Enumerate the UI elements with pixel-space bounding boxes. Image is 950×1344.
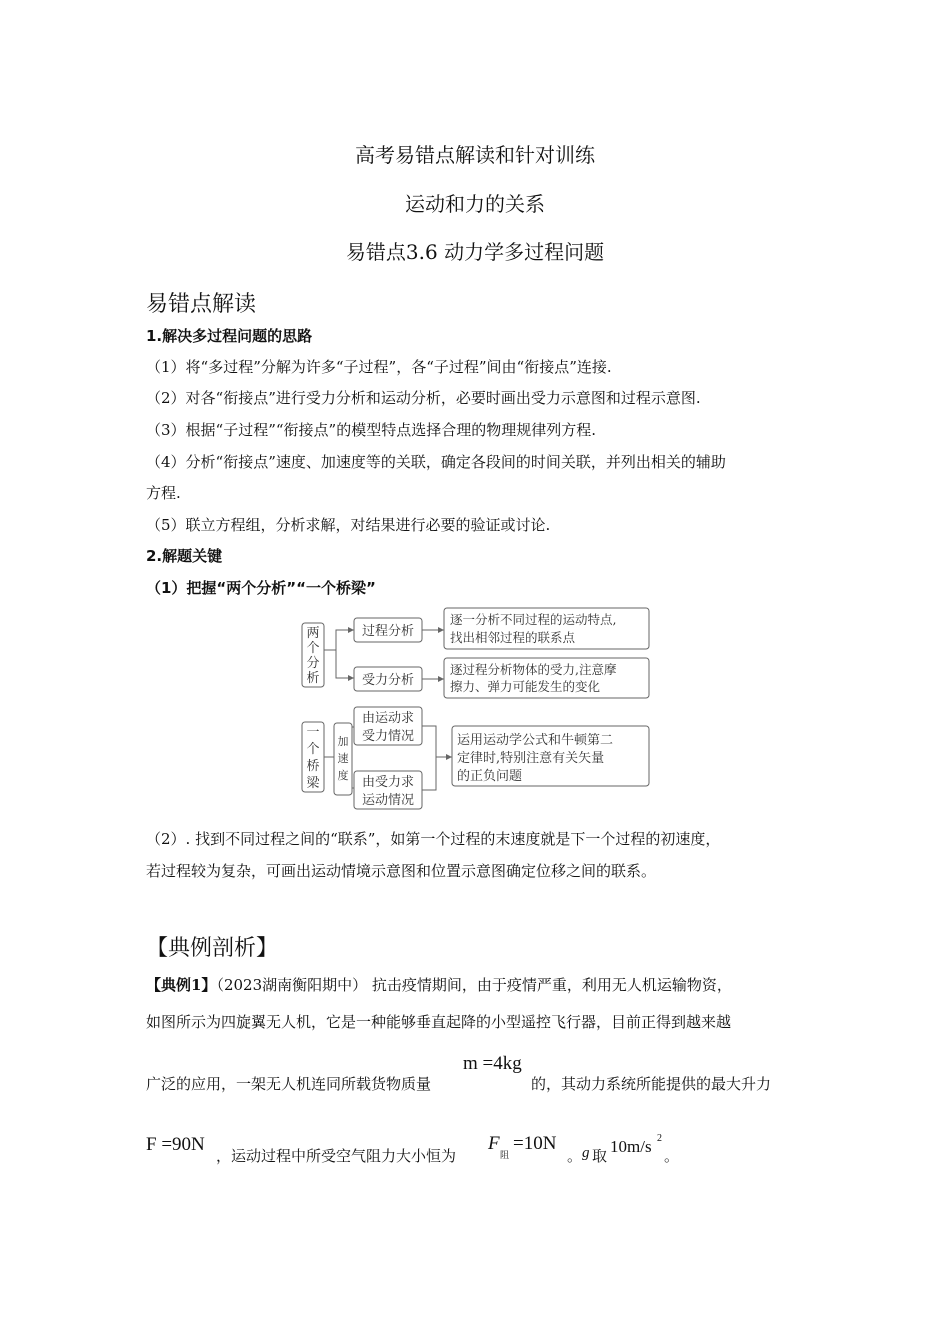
diagram-text: 逐过程分析物体的受力,注意摩 [450,662,617,677]
diagram-text: 梁 [306,776,320,791]
example-line [146,1073,431,1094]
example-text: ，运动过程中所受空气阻力大小恒为 [216,1147,457,1165]
mass-formula: m =4kg [463,1053,522,1074]
diagram-text: 析 [306,671,320,686]
diagram-text: 由受力求 [361,775,415,790]
diagram-text: 两 [306,626,320,641]
key-point-1: （1）把握“两个分析”“一个桥梁” [146,579,376,597]
example-text: 抗击疫情期间，由于疫情严重，利用无人机运输物资， [367,976,732,994]
example-text: 广泛的应用，一架无人机连同所载货物质量 [146,1075,432,1093]
diagram-text: 个 [306,641,320,656]
diagram-text: 受力分析 [361,673,415,688]
example-label: 【典例1】 [146,976,217,994]
diagram-text: 受力情况 [361,729,415,744]
key-point-2-continuation: 若过程较为复杂，可画出运动情境示意图和位置示意图确定位移之间的联系。 [146,862,657,880]
diagram-text: 个 [306,742,320,757]
doc-title: 高考易错点解读和针对训练 [355,143,595,167]
chapter-title: 运动和力的关系 [405,192,545,216]
list-item: （5）联立方程组，分析求解，对结果进行必要的验证或讨论. [146,516,551,534]
diagram-text: 分 [306,656,320,671]
section-heading-explanation: 易错点解读 [146,292,257,317]
diagram-text: 擦力、弹力可能发生的变化 [450,679,601,694]
diagram-text: 的正负问题 [457,769,523,784]
example-line [146,974,732,995]
drag-subscript: 阻 [500,1151,510,1161]
key-point-2: （2）. 找到不同过程之间的“联系”，如第一个过程的末速度就是下一个过程的初速度， [146,830,721,848]
topic-title: 易错点3.6 动力学多过程问题 [345,240,605,264]
example-source: （2023湖南衡阳期中） [216,976,368,994]
diagram-text: 桥 [306,759,320,774]
diagram-text: 运用运动学公式和牛顿第二 [457,733,614,748]
diagram-text: 由运动求 [361,711,415,726]
diagram-text: 找出相邻过程的联系点 [450,630,576,645]
example-text: 。 [664,1147,680,1165]
diagram-text: 逐一分析不同过程的运动特点, [450,612,617,627]
diagram-text: 过程分析 [361,624,415,639]
diagram-text: 运动情况 [361,793,415,808]
diagram-text: 加 [337,735,349,748]
g-symbol: g [582,1145,590,1161]
diagram-text: 定律时,特别注意有关矢量 [457,751,605,766]
diagram-text: 一 [306,725,320,740]
list-item-continuation: 方程. [146,484,181,502]
example-text: 取 [592,1147,608,1165]
g-value: 10m/s [610,1137,652,1156]
list-item: （2）对各“衔接点”进行受力分析和运动分析，必要时画出受力示意图和过程示意图. [146,389,701,407]
g-exponent: 2 [657,1133,662,1144]
analysis-bridge-diagram [300,605,656,815]
list-item: （3）根据“子过程”“衔接点”的模型特点选择合理的物理规律列方程. [146,421,596,439]
subheading-approach: 1.解决多过程问题的思路 [146,327,313,345]
drag-symbol: F [488,1133,500,1154]
list-item: （4）分析“衔接点”速度、加速度等的关联，确定各段间的时间关联，并列出相关的辅助 [146,453,726,471]
diagram-text: 度 [337,769,349,782]
drag-value: =10N [513,1133,557,1154]
list-item: （1）将“多过程”分解为许多“子过程”，各“子过程”间由“衔接点”连接. [146,358,612,376]
section-heading-examples: 【典例剖析】 [146,936,279,961]
diagram-text: 速 [337,752,349,765]
example-line: 如图所示为四旋翼无人机，它是一种能够垂直起降的小型遥控飞行器，目前正得到越来越 [146,1013,732,1031]
force-formula: F =90N [146,1134,205,1155]
example-text: 。 [567,1147,583,1165]
example-text: 的，其动力系统所能提供的最大升力 [531,1075,772,1093]
subheading-key: 2.解题关键 [146,547,223,565]
